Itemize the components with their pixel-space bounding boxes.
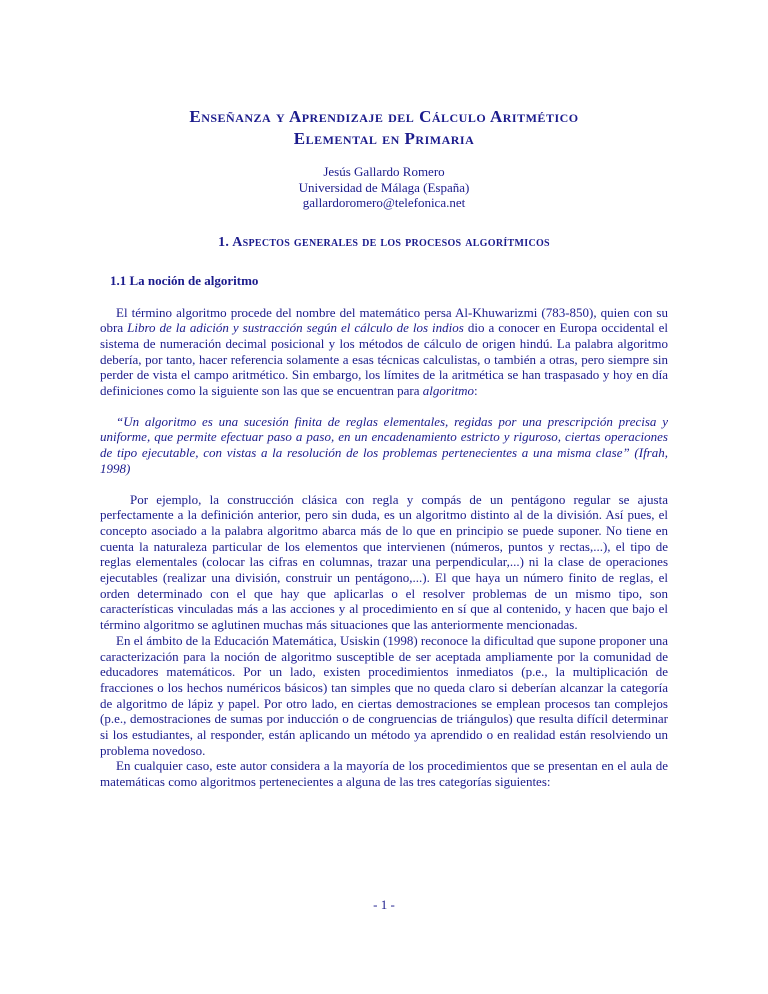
text-run: El término algoritmo procede del nombre del matemático persa Al-Khuwarizmi (783-850), quien con su obra [100,304,668,336]
author-affiliation: Universidad de Málaga (España) [298,179,470,195]
book-title-italic: Libro de la adición y sustracción según el cálculo de los indios [127,320,464,336]
text-run: dio a conocer en Europa occidental el sistema de numeración decimal posicional y los métodos de cálculo de origen hindú. La palabra algoritmo debería, por tanto, hacer referencia solamente a esas técnicas calculistas, o también a otras, pero siempre sin perder de vista el campo aritmético. Sin embargo, los límites de la aritmética se han traspasado y hoy en día definiciones como la siguiente son las que se encuentran para [100,320,668,399]
subsection-heading: 1.1 La noción de algoritmo [110,272,259,288]
paragraph-intro [100,305,668,399]
term-italic: algoritmo [422,383,475,399]
paper-title-line-1: Enseñanza y Aprendizaje del Cálculo Aritmético [189,107,579,126]
paragraph-categories: En cualquier caso, este autor considera a la mayoría de los procedimientos que se presentan en el aula de matemáticas como algoritmos pertenecientes a alguna de las tres categorías siguientes: [100,758,668,790]
paragraph-example: Por ejemplo, la construcción clásica con regla y compás de un pentágono regular se ajusta perfectamente a la definición anterior, pero sin duda, es un algoritmo distinto al de la división. Así pues, el concepto asociado a la palabra algoritmo abarca más de lo que en principio se puede suponer. No tiene en cuenta la naturaleza particular de los elementos que intervienen (números, puntos y rectas,...), el tipo de reglas elementales (colocar las cifras en columnas, trazar una perpendicular,...) ni la clase de operaciones ejecutables (realizar una división, construir un pentágono,...). El que haya un número finito de reglas, el orden determinado con el que hay que aplicarlas o el resolver problemas de un mismo tipo, son características vinculadas más a las acciones y al procedimiento en sí que al contenido, y hacen que bajo el término algoritmo se aglutinen muchas más situaciones que las anteriormente mencionadas. [100,491,668,633]
paper-title-line-2: Elemental en Primaria [293,129,475,148]
quote-paragraph: “Un algoritmo es una sucesión finita de reglas elementales, regidas por una prescripción precisa y uniforme, que permite efectuar paso a paso, en un encadenamiento estricto y riguroso, ciertas operaciones de tipo ejecutable, con vistas a la resolución de los problemas pertenecientes a una misma clase” (Ifrah, 1998) [100,413,668,476]
page-number: - 1 - [373,897,395,912]
section-heading: 1. Aspectos generales de los procesos algorítmicos [218,234,550,250]
paper-title [100,106,668,150]
paragraph-usiskin: En el ámbito de la Educación Matemática, Usiskin (1998) reconoce la dificultad que supone proponer una caracterización para la noción de algoritmo susceptible de ser aceptada ampliamente por la comunidad de educadores matemáticos. Por un lado, existen procedimientos inmediatos (p.e., la multiplicación de fracciones o los hechos numéricos básicos) tan simples que no queda claro si deberían alcanzar la categoría de algoritmo de lápiz y papel. Por otro lado, en ciertas demostraciones se emplean procesos tan complejos (p.e., demostraciones de sumas por inducción o de congruencias de triángulos) que resulta difícil determinar si los estudiantes, al responder, están aplicando un método ya aprendido o en realidad están resolviendo un problema novedoso. [100,632,668,758]
author-block [100,164,668,211]
author-name: Jesús Gallardo Romero [323,164,445,179]
text-run: : [474,383,478,399]
author-email: gallardoromero@telefonica.net [302,195,466,210]
